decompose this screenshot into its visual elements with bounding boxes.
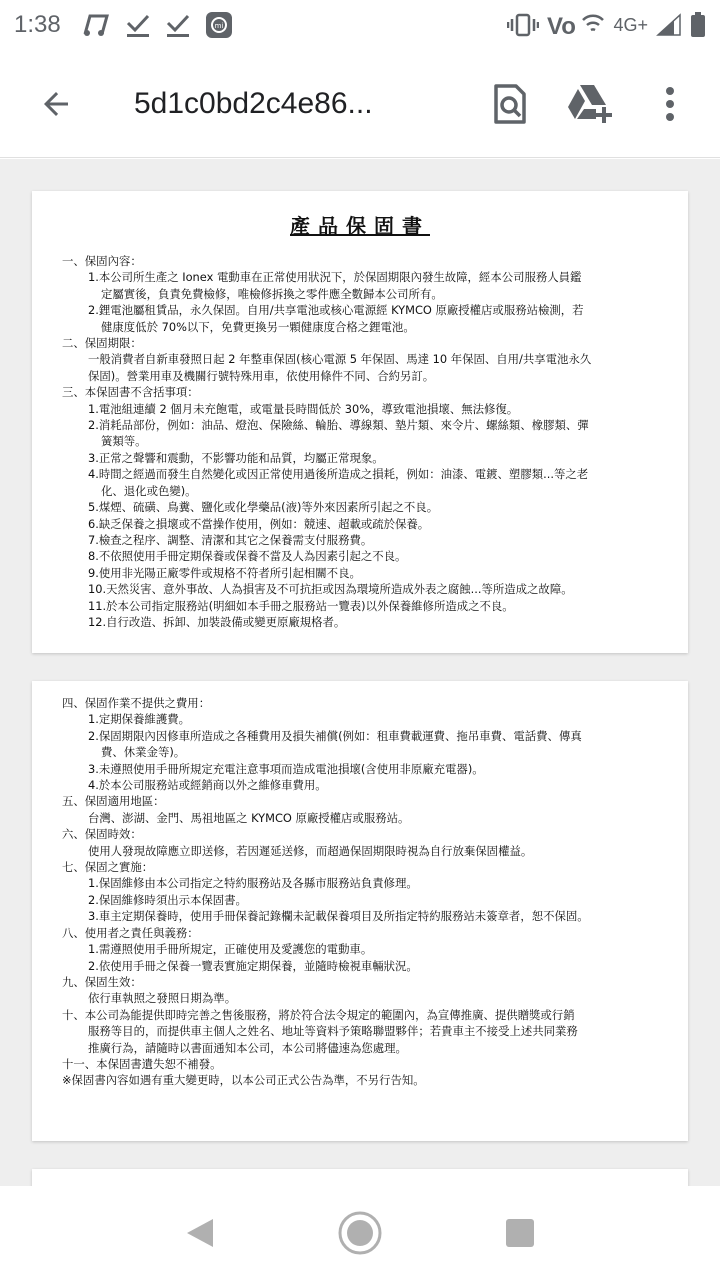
doc-line: 三、本保固書不含括事項： [62,385,199,400]
svg-text:mi: mi [214,22,224,30]
more-options-button[interactable] [640,74,700,134]
doc-line: 服務等目的，而提供車主個人之姓名、地址等資料予策略聯盟夥伴；若貴車主不接受上述共同業務 [88,1024,578,1039]
doc-line: 定屬實後，負責免費檢修，唯檢修拆換之零件應全數歸本公司所有。 [101,286,443,301]
volte-wifi-icon [547,12,605,38]
app-bar [0,50,720,158]
doc-line: 2.消耗品部份，例如：油品、燈泡、保險絲、輪胎、導線類、墊片類、來令片、螺絲類、橡膠類、彈 [88,418,589,433]
nav-recents-button[interactable] [490,1203,550,1263]
doc-line: 2.依使用手冊之保養一覽表實施定期保養，並隨時檢視車輛狀況。 [88,958,418,973]
download-done-icon [125,12,151,38]
nav-home-button[interactable] [330,1203,390,1263]
doc-line: 五、保固適用地區： [62,794,165,809]
vibrate-icon [507,13,539,37]
doc-line: 7.檢查之程序、調整、清潔和其它之保養需支付服務費。 [88,532,373,547]
more-vert-icon [665,86,675,122]
doc-line: 二、保固期限： [62,336,142,351]
doc-line: 2.保固維修時須出示本保固書。 [88,892,247,907]
doc-line: 台灣、澎湖、金門、馬祖地區之 KYMCO 原廠授權店或服務站。 [88,810,410,825]
doc-line: ※保固書內容如遇有重大變更時，以本公司正式公告為準，不另行告知。 [62,1073,425,1088]
doc-line: 依行車執照之發照日期為準。 [88,991,237,1006]
doc-line: 3.未遵照使用手冊所規定充電注意事項而造成電池損壞(含使用非原廠充電器)。 [88,761,484,776]
document-title: 5d1c0bd2c4e86... [134,86,373,120]
doc-line: 9.使用非光陽正廠零件或規格不符者所引起相關不良。 [88,565,361,580]
doc-line: 九、保固生效： [62,974,142,989]
doc-line: 一、保固內容： [62,254,142,268]
network-type: 4G+ [613,14,648,35]
heading-text: 產品保固書 [290,214,430,238]
page2-body [62,695,664,1089]
download-done-icon [165,12,191,38]
doc-line: 3.正常之聲響和震動，不影響功能和品質，均屬正常現象。 [88,450,384,465]
page1-body [62,253,664,630]
document-viewer[interactable] [0,159,720,1186]
back-button[interactable] [26,74,86,134]
doc-line: 1.保固維修由本公司指定之特約服務站及各縣市服務站負責修理。 [88,876,418,891]
doc-line: 四、保固作業不提供之費用： [62,696,211,710]
document-page [32,191,688,653]
doc-line: 健康度低於 70%以下，免費更換另一顆健康度合格之鋰電池。 [101,319,415,334]
doc-line: 六、保固時效： [62,827,142,842]
toolbar-actions [480,74,700,134]
doc-line: 保固)。營業用車及機關行號特殊用車，依使用條件不同、合約另訂。 [88,368,435,383]
battery-icon [690,12,706,38]
document-page [32,681,688,1141]
doc-line: 十一、本保固書遺失恕不補發。 [62,1056,222,1071]
music-note-icon [81,12,111,38]
doc-line: 1.電池組連續 2 個月未充飽電，或電量長時間低於 30%，導致電池損壞、無法修復。 [88,401,519,416]
doc-line: 簧類等。 [101,434,147,449]
recents-square-icon [504,1217,536,1249]
status-time: 1:38 [14,11,61,38]
doc-line: 七、保固之實施： [62,860,154,875]
doc-line: 12.自行改造、拆卸、加裝設備或變更原廠規格者。 [88,614,346,629]
doc-line: 6.缺乏保養之損壞或不當操作使用，例如：競速、超載或疏於保養。 [88,516,430,531]
navigation-bar [0,1186,720,1280]
doc-line: 11.於本公司指定服務站(明細如本手冊之服務站一覽表)以外保養維修所造成之不良。 [88,598,514,613]
triangle-back-icon [185,1217,215,1249]
arrow-back-icon [38,86,74,122]
doc-line: 費、休業金等)。 [101,745,186,760]
doc-line: 化、退化或色變)。 [101,483,197,498]
nav-back-button[interactable] [170,1203,230,1263]
document-page [32,1169,688,1186]
find-in-page-button[interactable] [480,74,540,134]
doc-line: 4.時間之經過而發生自然變化或因正常使用過後所造成之損耗，例如：油漆、電鍍、塑膠類...等之老 [88,467,589,482]
doc-line: 1.需遵照使用手冊所規定，正確使用及愛護您的電動車。 [88,942,373,957]
doc-line: 1.定期保養維護費。 [88,712,190,727]
status-bar [0,0,720,50]
find-in-page-icon [492,84,528,124]
doc-line: 3.車主定期保養時，使用手冊保養記錄欄未記載保養項目及所指定特約服務站未簽章者，恕不保固。 [88,909,589,924]
doc-line: 2.鋰電池屬租賃品，永久保固。自用/共享電池或核心電源經 KYMCO 原廠授權店或服務站檢測，若 [88,303,584,318]
doc-line: 一般消費者自新車發照日起 2 年整車保固(核心電源 5 年保固、馬達 10 年保固、自用/共享電池永久 [88,352,592,367]
doc-line: 十、本公司為能提供即時完善之售後服務，將於符合法令規定的範圍內，為宣傳推廣、提供贈獎或行銷 [62,1007,575,1022]
system-status-icons [507,12,706,38]
doc-line: 4.於本公司服務站或經銷商以外之維修車費用。 [88,778,327,793]
doc-line: 使用人發現故障應立即送修，若因遲延送修，而超過保固期限時視為自行放棄保固權益。 [88,843,533,858]
doc-line: 10.天然災害、意外事故、人為損害及不可抗拒或因為環境所造成外表之腐蝕...等所造成之故障。 [88,582,573,597]
document-heading [32,210,688,238]
svg-text:Vo: Vo [547,13,577,38]
doc-line: 八、使用者之責任與義務： [62,925,199,940]
doc-line: 2.保固期限內因修車所造成之各種費用及損失補償(例如：租車費載運費、拖吊車費、電話費、傳真 [88,728,582,743]
doc-line: 1.本公司所生產之 Ionex 電動車在正常使用狀況下，於保固期限內發生故障，經本公司服務人員鑑 [88,270,582,285]
add-to-drive-icon [566,83,614,125]
doc-line: 推廣行為，請隨時以書面通知本公司，本公司將儘速為您處理。 [88,1040,407,1055]
notification-icons [81,11,233,39]
doc-line: 5.煤煙、硫磺、鳥糞、鹽化或化學藥品(液)等外來因素所引起之不良。 [88,500,439,515]
home-circle-icon [337,1210,383,1256]
doc-line: 8.不依照使用手冊定期保養或保養不當及人為因素引起之不良。 [88,549,407,564]
signal-icon [656,13,682,37]
mi-app-icon [205,11,233,39]
add-to-drive-button[interactable] [560,74,620,134]
